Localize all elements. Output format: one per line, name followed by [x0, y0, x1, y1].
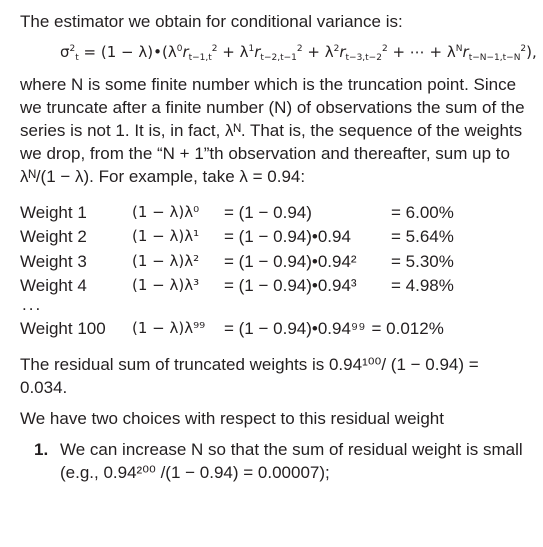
weight-calculation: = (1 − 0.94) — [224, 202, 312, 222]
weight-calculation: = (1 − 0.94)•0.94³ — [224, 276, 357, 296]
weight-label: Weight 4 — [20, 276, 87, 296]
paragraph-residual-sum: The residual sum of truncated weights is 0.94¹⁰⁰/ (1 − 0.94) = 0.034. — [20, 354, 479, 397]
weight-result: = 5.30% — [391, 251, 454, 271]
weights-table — [20, 200, 530, 341]
weight-row-100 — [20, 316, 530, 341]
weight-label: Weight 3 — [20, 251, 87, 271]
weight-row — [20, 225, 530, 250]
variance-formula: $\sigma^2_t = (1$ − $\lambda)•(\lambda^0r_{t-1,t}^2 + \lambda^1r_{t-2,t-1}^2 + \lambda^2r_{t-3,t-2}^2$ + ⋯ + $\lambda^Nr_{t-N-1,t-N}^2$), — [60, 43, 537, 63]
weight-row — [20, 249, 530, 274]
formula-lhs: σ — [60, 43, 70, 61]
weight-result: = 4.98% — [391, 276, 454, 296]
list-text: We can increase N so that the sum of residual weight is small (e.g., 0.94²⁰⁰ /(1 − 0.94) = 0.00007); — [60, 439, 523, 482]
weight-calculation: = (1 − 0.94)•0.94² — [224, 251, 357, 271]
choices-list — [20, 438, 530, 484]
weight-row — [20, 200, 530, 225]
weight-calculation: = (1 − 0.94)•0.94⁹⁹ — [224, 318, 366, 338]
weight-expression: (1 − λ)λ⁰ — [132, 202, 200, 221]
paragraph-choices: We have two choices with respect to this residual weight — [20, 408, 444, 428]
intro-text: The estimator we obtain for conditional variance is: — [20, 12, 403, 31]
weights-ellipsis: ... — [22, 295, 43, 314]
list-item — [34, 438, 530, 484]
weight-label: Weight 1 — [20, 202, 87, 222]
weight-expression: (1 − λ)λ² — [132, 251, 200, 270]
weight-calculation: = (1 − 0.94)•0.94 — [224, 227, 351, 247]
weight-result: = 5.64% — [391, 227, 454, 247]
paragraph-truncation: where N is some finite number which is the truncation point. Since we truncate after a finite number (N) of observations the sum of the series is not 1. It is, in fact, λᴺ. That is, the sequence of the weights we drop, from the “N + 1”th observation and thereafter, sum up to λᴺ/(1 − λ). For example, take λ = 0.94: — [20, 75, 525, 186]
weight-expression: (1 − λ)λ⁹⁹ — [132, 318, 206, 337]
weight-result: = 6.00% — [391, 202, 454, 222]
weight-expression: (1 − λ)λ³ — [132, 276, 200, 295]
weight-expression: (1 − λ)λ¹ — [132, 227, 200, 246]
weight-result: = 0.012% — [371, 318, 444, 338]
list-number: 1. — [34, 439, 49, 459]
document-page — [20, 10, 537, 484]
weight-label: Weight 100 — [20, 318, 106, 338]
weight-row — [20, 274, 530, 299]
weight-label: Weight 2 — [20, 227, 87, 247]
